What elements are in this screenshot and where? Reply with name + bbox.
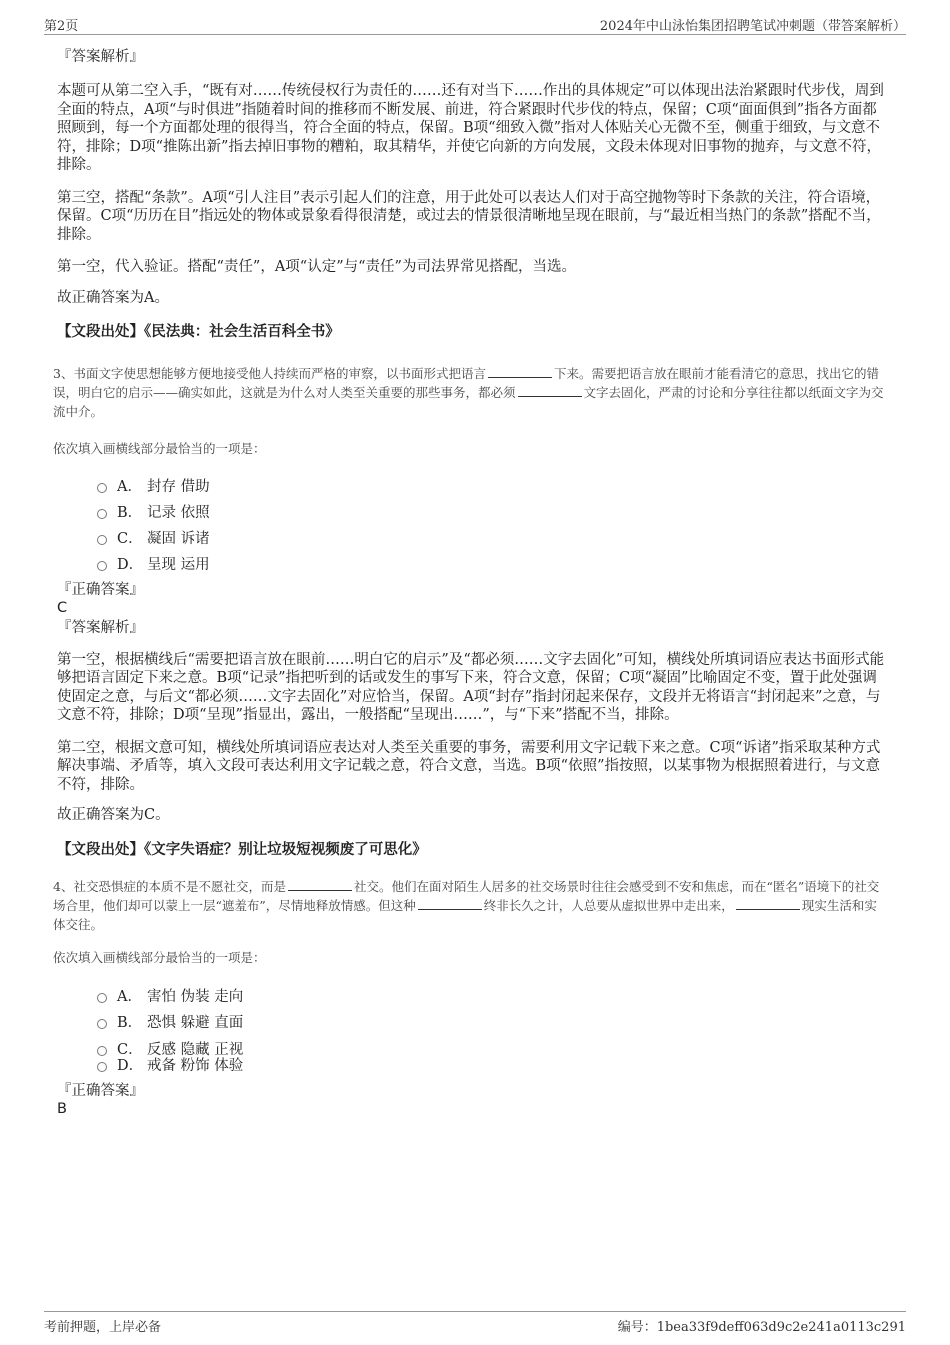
answer-blank xyxy=(518,384,582,397)
analysis-label: 『答案解析』 xyxy=(57,619,144,636)
document-body xyxy=(53,44,889,1118)
document-title: 2024年中山泳怡集团招聘笔试冲刺题（带答案解析） xyxy=(599,19,906,34)
source-line: 【文段出处】《文字失语症？别让垃圾短视频废了可思化》 xyxy=(57,840,427,858)
radio-icon[interactable] xyxy=(97,1019,107,1029)
radio-icon[interactable] xyxy=(97,535,107,545)
option-c[interactable]: C． 反感 隐藏 正视 xyxy=(97,1040,889,1056)
answer-blank xyxy=(288,878,352,891)
final-answer-line: 故正确答案为A。 xyxy=(57,289,169,306)
analysis-paragraph: 第一空，代入验证。搭配“责任”，A项“认定”与“责任”为司法界常见搭配，当选。 xyxy=(57,259,576,275)
answer-blank xyxy=(418,897,482,910)
option-d[interactable]: D． 呈现 运用 xyxy=(97,551,889,577)
option-b[interactable]: B． 恐惧 躲避 直面 xyxy=(97,1008,889,1034)
analysis-paragraph: 第二空，根据文意可知，横线处所填词语应表达对人类至关重要的事务，需要利用文字记载下来之意。C项“诉诸”指采取某种方式解决事端、矛盾等，填入文段可表达利用文字记载之意，符合文意，当选。B项“依照”指按照，以某事物为根据照着进行，与文意不符，排除。 xyxy=(57,739,881,793)
question-instruction: 依次填入画横线部分最恰当的一项是： xyxy=(53,440,266,456)
radio-icon[interactable] xyxy=(97,483,107,493)
radio-icon[interactable] xyxy=(97,561,107,571)
page-header xyxy=(44,14,906,35)
question-3-options xyxy=(57,473,889,577)
answer-blank xyxy=(736,897,800,910)
document-id: 编号：1bea33f9deff063d9c2e241a0113c291 xyxy=(617,1320,906,1335)
answer-blank xyxy=(488,365,552,378)
radio-icon[interactable] xyxy=(97,993,107,1003)
option-d[interactable]: D． 戒备 粉饰 体验 xyxy=(97,1056,889,1072)
radio-icon[interactable] xyxy=(97,509,107,519)
question-4-options xyxy=(57,982,889,1072)
analysis-paragraph: 第三空，搭配“条款”。A项“引人注目”表示引起人们的注意，用于此处可以表达人们对于高空抛物等时下条款的关注，符合语境，保留。C项“历历在目”指远处的物体或景象看得很清楚，或过去的情景很清晰地呈现在眼前，与“最近相当热门的条款”搭配不当，排除。 xyxy=(57,189,881,243)
correct-answer-label: 『正确答案』 xyxy=(57,581,144,598)
radio-icon[interactable] xyxy=(97,1062,107,1072)
source-line: 【文段出处】《民法典：社会生活百科全书》 xyxy=(57,323,340,340)
correct-answer-value: C xyxy=(57,599,68,616)
analysis-label: 『答案解析』 xyxy=(57,49,144,65)
question-instruction: 依次填入画横线部分最恰当的一项是： xyxy=(53,950,266,965)
question-3-text: 3、书面文字使思想能够方便地接受他人持续而严格的审察，以书面形式把语言 下来。需要把语言放在眼前才能看清它的意思，找出它的错误，明白它的启示——确实如此，这就是为什么对人类至关重要的那些事务，都必须 文字去固化，严肃的讨论和分享往往都以纸面文字为交流中介。 xyxy=(53,365,884,419)
page-number: 第2页 xyxy=(44,19,79,34)
option-b[interactable]: B． 记录 依照 xyxy=(97,499,889,525)
option-a[interactable]: A． 封存 借助 xyxy=(97,473,889,499)
option-c[interactable]: C． 凝固 诉诸 xyxy=(97,525,889,551)
final-answer-line: 故正确答案为C。 xyxy=(57,807,170,823)
footer-slogan: 考前押题，上岸必备 xyxy=(44,1320,162,1335)
option-a[interactable]: A． 害怕 伪装 走向 xyxy=(97,982,889,1008)
radio-icon[interactable] xyxy=(97,1046,107,1056)
correct-answer-label: 『正确答案』 xyxy=(57,1083,144,1099)
analysis-paragraph: 第一空，根据横线后“需要把语言放在眼前……明白它的启示”及“都必须……文字去固化”可知，横线处所填词语应表达书面形式能够把语言固定下来之意。B项“记录”指把听到的话或发生的事写下来，符合文意，保留；C项“凝固”比喻固定不变，置于此处强调使固定之意，与后文“都必须……文字去固化”对应恰当，保留。A项“封存”指封闭起来保存，文段并无将语言“封闭起来”之意，与文意不符，排除；D项“呈现”指显出，露出，一般搭配“呈现出……”，与“下来”搭配不当，排除。 xyxy=(57,651,885,723)
correct-answer-value: B xyxy=(57,1101,67,1117)
page-footer xyxy=(44,1311,906,1336)
question-4-text: 4、社交恐惧症的本质不是不愿社交，而是 社交。他们在面对陌生人居多的社交场景时往往会感受到不安和焦虑，而在“匿名”语境下的社交场合里，他们却可以蒙上一层“遮羞布”，尽情地释放情感。但这种 终非长久之计，人总要从虚拟世界中走出来， 现实生活和实体交往。 xyxy=(53,879,880,932)
analysis-paragraph: 本题可从第二空入手，“既有对……传统侵权行为责任的……还有对当下……作出的具体规定”可以体现出法治紧跟时代步伐，周到全面的特点，A项“与时俱进”指随着时间的推移而不断发展、前进，符合紧跟时代步伐的特点，保留；C项“面面俱到”指各方面都照顾到，每一个方面都处理的很得当，符合全面的特点，保留。B项“细致入微”指对人体贴关心无微不至，侧重于细致，与文意不符，排除；D项“推陈出新”指去掉旧事物的糟粕，取其精华，并使它向新的方向发展，文段未体现对旧事物的抛弃，与文意不符，排除。 xyxy=(57,83,884,173)
